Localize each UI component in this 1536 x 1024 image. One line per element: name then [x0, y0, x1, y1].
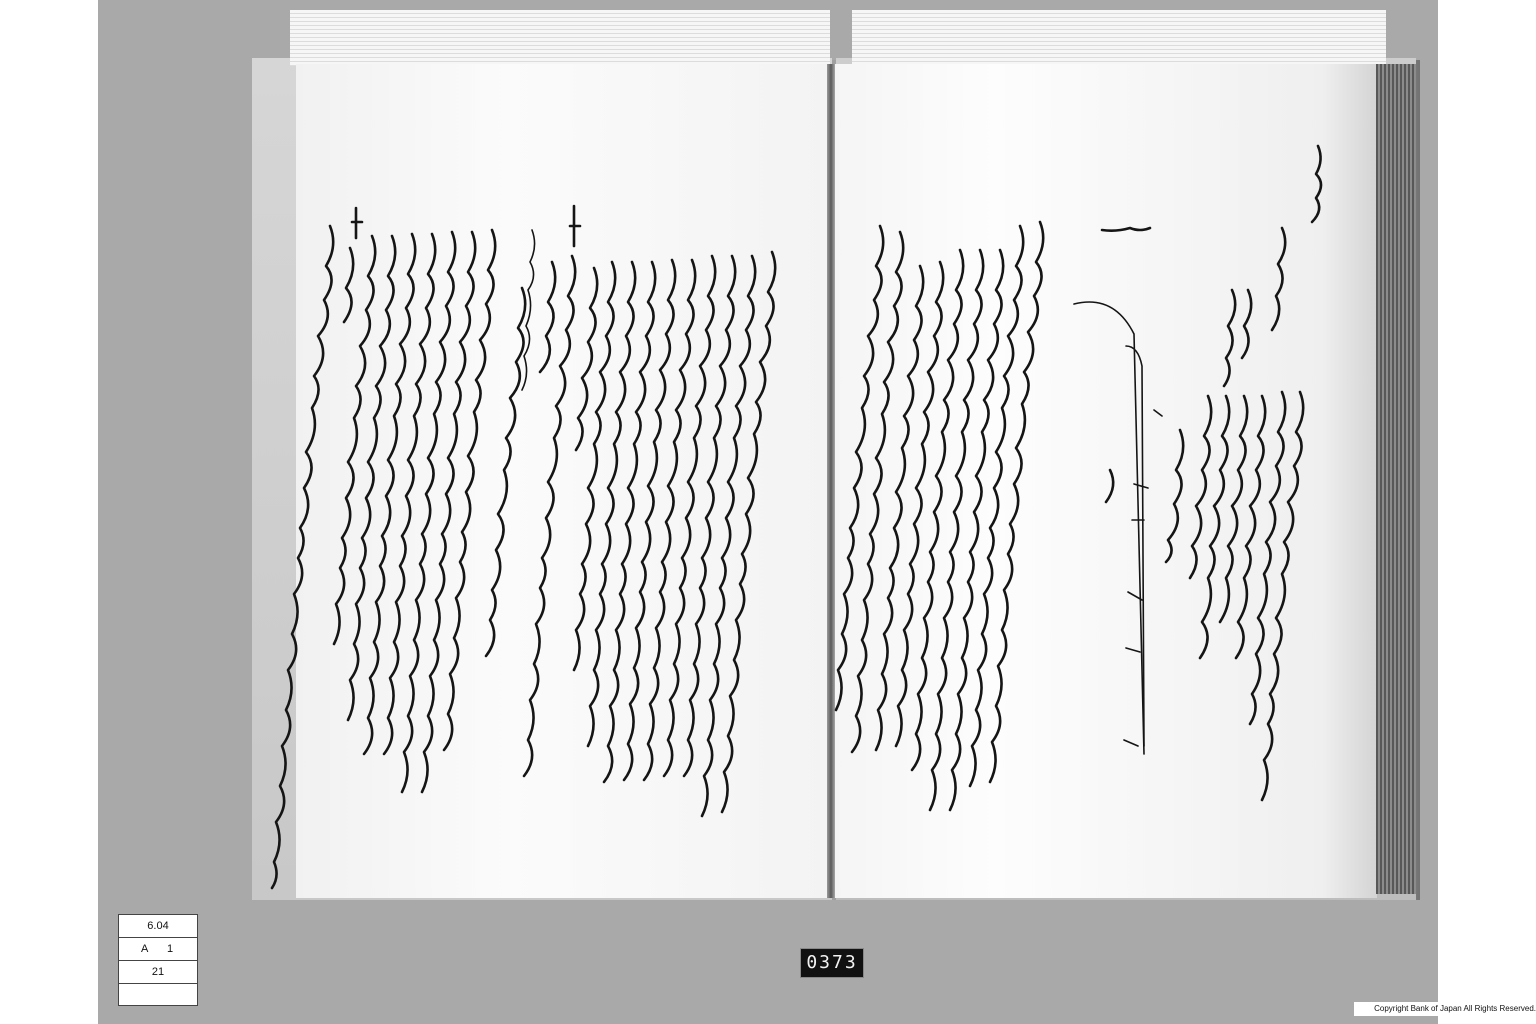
- reference-volume: 1: [167, 943, 174, 955]
- copyright-notice: Copyright Bank of Japan All Rights Reserved.: [1354, 1002, 1536, 1016]
- frame-number: 0373: [800, 948, 864, 978]
- reference-blank-row: [119, 984, 197, 1006]
- reference-code: 6.04: [119, 915, 197, 938]
- reference-series-row: [119, 938, 197, 961]
- left-page-columns: [272, 206, 775, 888]
- reference-series: A: [141, 943, 149, 955]
- right-page-columns: [836, 146, 1321, 810]
- reference-item: 21: [119, 961, 197, 984]
- archive-reference-card: [118, 914, 198, 1006]
